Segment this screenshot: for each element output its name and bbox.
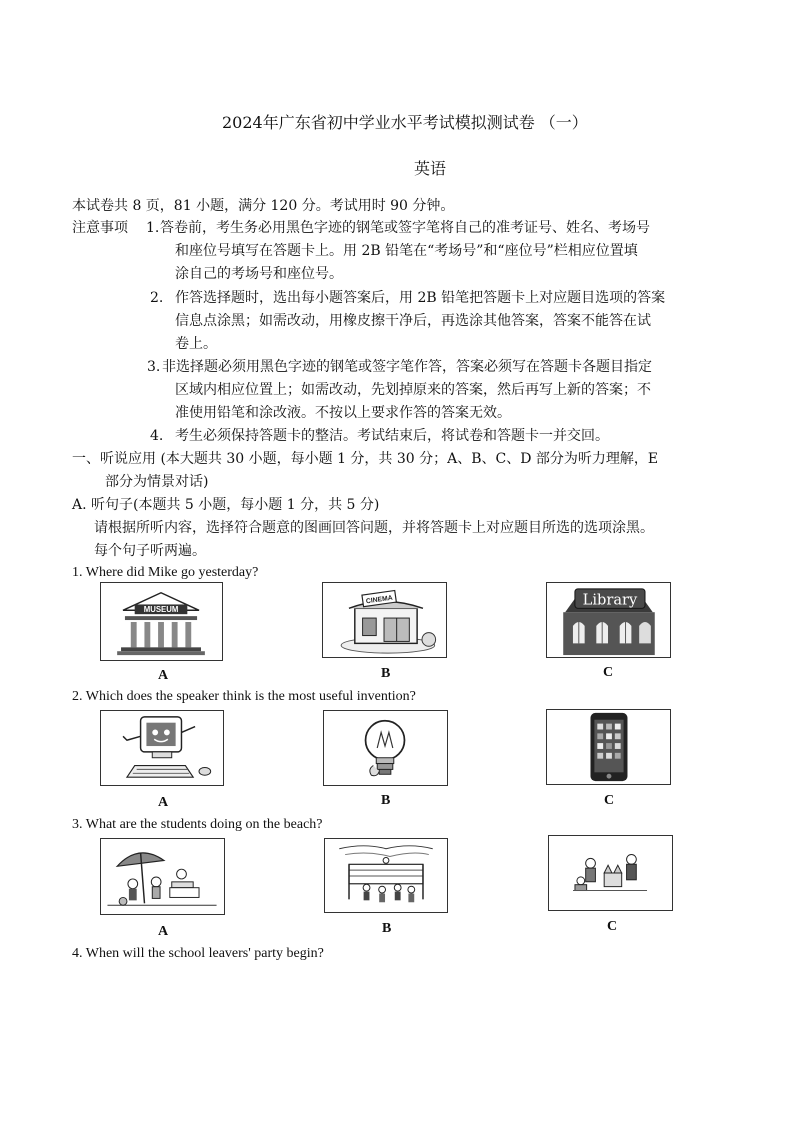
question-2-text: 2. Which does the speaker think is the most useful invention? (72, 689, 416, 704)
computer-character-illustration (101, 711, 223, 785)
note-4-num: 4. (150, 428, 164, 444)
q2-option-c-label: C (604, 793, 615, 808)
smartphone-illustration (547, 710, 670, 784)
exam-intro: 本试卷共 8 页，81 小题，满分 120 分。考试用时 90 分钟。 (72, 198, 455, 214)
partA-instr-2: 每个句子听两遍。 (94, 543, 206, 559)
students-beach-umbrella-illustration (101, 839, 224, 914)
notes-heading: 注意事项 (72, 220, 128, 236)
question-3-text: 3. What are the students doing on the beach? (72, 817, 323, 832)
q3-option-a-label: A (158, 924, 169, 939)
note-2-line-1: 作答选择题时，选出每小题答案后，用 2B 铅笔把答题卡上对应题目选项的答案 (175, 290, 666, 306)
note-1-line-2: 和座位号填写在答题卡上。用 2B 铅笔在“考场号”和“座位号”栏相应位置填 (175, 243, 638, 259)
q2-option-a-image[interactable] (100, 710, 224, 786)
q3-option-c-image[interactable] (548, 835, 673, 911)
q1-option-c-label: C (603, 665, 614, 680)
note-3-line-2: 区域内相应位置上；如需改动，先划掉原来的答案，然后再写上新的答案；不 (175, 382, 651, 398)
q1-option-b-image[interactable] (322, 582, 447, 658)
partA-instr-1: 请根据所听内容，选择符合题意的图画回答问题，并将答题卡上对应题目所选的选项涂黑。 (94, 520, 654, 536)
q2-option-c-image[interactable] (546, 709, 671, 785)
q1-option-b-label: B (381, 666, 391, 681)
cinema-sign-text: CINEMA (365, 594, 394, 606)
q3-option-b-label: B (382, 921, 392, 936)
museum-sign-text: MUSEUM (143, 605, 179, 615)
question-1-text: 1. Where did Mike go yesterday? (72, 565, 259, 580)
library-building-illustration (547, 583, 670, 657)
note-3-num: 3. (147, 359, 161, 375)
exam-title: 2024年广东省初中学业水平考试模拟测试卷 （一） (222, 113, 588, 132)
note-3-line-3: 准使用铅笔和涂改液。不按以上要求作答的答案无效。 (175, 405, 511, 421)
q2-option-b-label: B (381, 793, 391, 808)
q1-option-a-image[interactable] (100, 582, 223, 661)
students-beach-volleyball-illustration (325, 839, 447, 912)
q3-option-b-image[interactable] (324, 838, 448, 913)
q3-option-c-label: C (607, 919, 618, 934)
q1-option-a-label: A (158, 668, 169, 683)
partA-heading: A. 听句子(本题共 5 小题，每小题 1 分，共 5 分) (72, 497, 380, 513)
note-2-line-3: 卷上。 (175, 336, 217, 352)
q2-option-a-label: A (158, 795, 169, 810)
section1-line-1: 一、听说应用 (本大题共 30 小题，每小题 1 分，共 30 分；A、B、C、D 部分为听力理解，E (72, 451, 659, 467)
subject-title: 英语 (414, 159, 447, 178)
section1-line-2: 部分为情景对话) (105, 474, 209, 490)
note-2-line-2: 信息点涂黑；如需改动，用橡皮擦干净后，再选涂其他答案，答案不能答在试 (175, 313, 651, 329)
library-sign-text: Library (582, 591, 638, 609)
note-1-num: 1. (146, 220, 160, 236)
light-bulb-illustration (324, 711, 447, 785)
question-4-text: 4. When will the school leavers' party begin? (72, 946, 324, 961)
note-4-line-1: 考生必须保持答题卡的整洁。考试结束后，将试卷和答题卡一并交回。 (175, 428, 609, 444)
note-1-line-1: 答卷前，考生务必用黑色字迹的钢笔或签字笔将自己的准考证号、姓名、考场号 (160, 220, 650, 236)
q3-option-a-image[interactable] (100, 838, 225, 915)
cinema-building-illustration (323, 583, 446, 657)
q1-option-c-image[interactable] (546, 582, 671, 658)
museum-building-illustration (101, 583, 222, 660)
students-sandcastle-illustration (549, 836, 672, 910)
note-3-line-1: 非选择题必须用黑色字迹的钢笔或签字笔作答，答案必须写在答题卡各题目指定 (162, 359, 652, 375)
q2-option-b-image[interactable] (323, 710, 448, 786)
note-1-line-3: 涂自己的考场号和座位号。 (175, 266, 343, 282)
note-2-num: 2. (150, 290, 164, 306)
